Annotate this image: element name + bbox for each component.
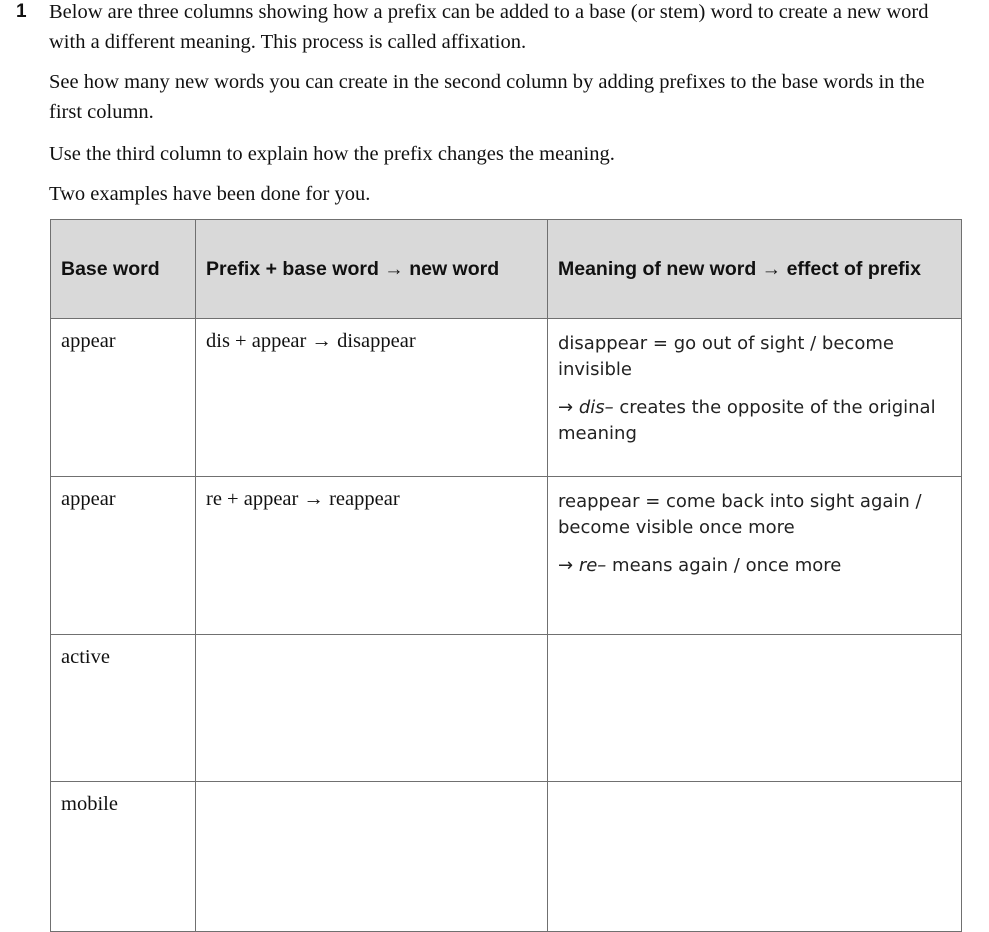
table-row xyxy=(51,782,962,932)
new-word-input-cell[interactable] xyxy=(196,635,548,782)
instruction-paragraph-2: See how many new words you can create in the second column by adding prefixes to the base words in the first column. xyxy=(49,71,925,123)
new-word-cell: re + appear → reappear xyxy=(196,477,548,635)
base-word-cell: appear xyxy=(51,319,196,477)
prefix-effect-text xyxy=(558,395,951,447)
header-base-word: Base word xyxy=(51,220,196,319)
arrow-icon: → xyxy=(558,555,574,576)
effect-text: creates the opposite of the original meaning xyxy=(558,397,936,444)
instruction-paragraph-1: Below are three columns showing how a prefix can be added to a base (or stem) word to create a new word with a different meaning. This process is called affixation. xyxy=(49,1,929,53)
base-word-cell: appear xyxy=(51,477,196,635)
table-row xyxy=(51,477,962,635)
meaning-text: reappear = come back into sight again / become visible once more xyxy=(558,491,922,538)
meaning-text: disappear = go out of sight / become invisible xyxy=(558,333,894,380)
instruction-paragraph-4: Two examples have been done for you. xyxy=(49,183,371,205)
prefix-label: dis– xyxy=(578,397,614,418)
meaning-cell xyxy=(548,319,962,477)
prefix-label: re– xyxy=(578,555,607,576)
affixation-table xyxy=(50,219,962,932)
table-row xyxy=(51,635,962,782)
base-word-cell: mobile xyxy=(51,782,196,932)
new-word-input-cell[interactable] xyxy=(196,782,548,932)
table-row xyxy=(51,319,962,477)
table-header-row xyxy=(51,220,962,319)
header-prefix-plus-base: Prefix + base word → new word xyxy=(196,220,548,319)
arrow-icon: → xyxy=(558,397,574,418)
new-word-cell: dis + appear → disappear xyxy=(196,319,548,477)
instruction-paragraph-3: Use the third column to explain how the prefix changes the meaning. xyxy=(49,143,615,165)
header-meaning: Meaning of new word → effect of prefix xyxy=(548,220,962,319)
base-word-cell: active xyxy=(51,635,196,782)
effect-text: means again / once more xyxy=(606,555,842,576)
prefix-effect-text xyxy=(558,553,951,579)
meaning-input-cell[interactable] xyxy=(548,782,962,932)
meaning-cell xyxy=(548,477,962,635)
question-number: 1 xyxy=(16,1,27,22)
meaning-input-cell[interactable] xyxy=(548,635,962,782)
